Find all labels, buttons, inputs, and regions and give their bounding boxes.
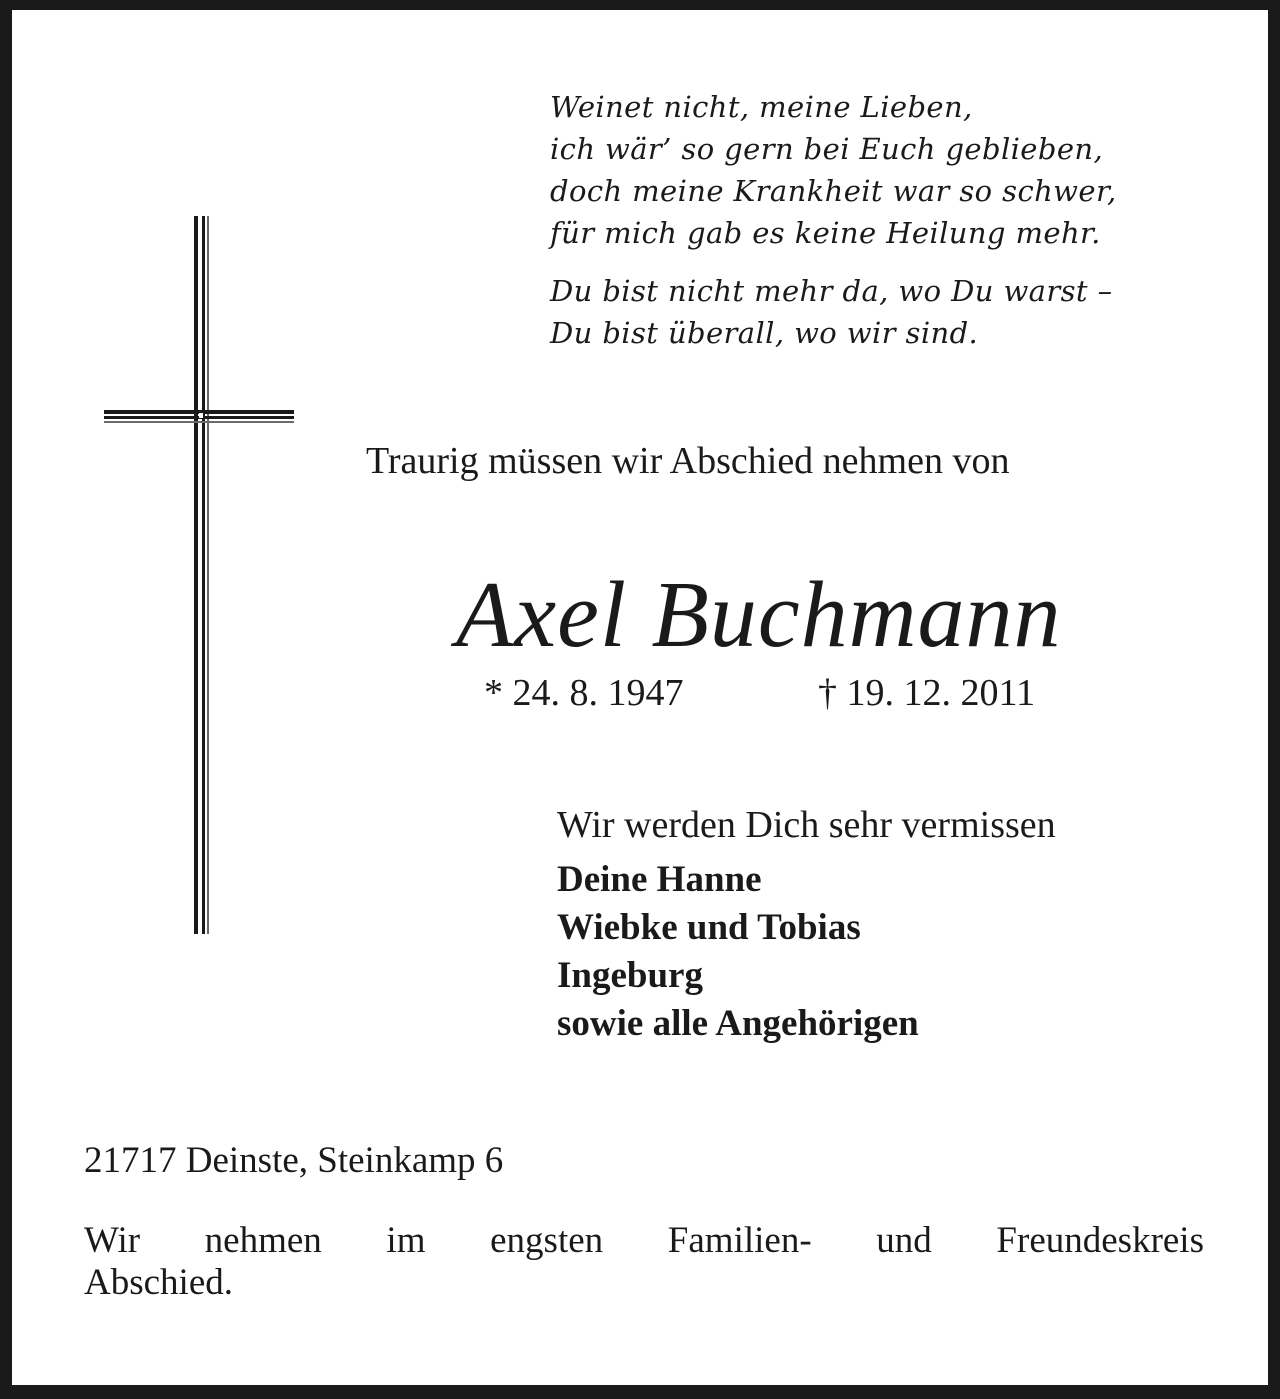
poem-line: doch meine Krankheit war so schwer,	[550, 174, 1117, 208]
poem-line: Du bist überall, wo wir sind.	[550, 316, 979, 350]
poem-stanza-1	[550, 86, 1240, 254]
funeral-note-line: Wir nehmen im engsten Familien- und Freundeskreis	[84, 1220, 1204, 1261]
poem-line: für mich gab es keine Heilung mehr.	[550, 216, 1101, 250]
family-member: Wiebke und Tobias	[557, 907, 861, 948]
family-member: Deine Hanne	[557, 859, 762, 900]
poem-stanza-2	[550, 270, 1240, 354]
poem-line: ich wär’ so gern bei Euch geblieben,	[550, 132, 1104, 166]
funeral-note	[84, 1220, 1204, 1304]
family-list	[557, 856, 919, 1048]
poem-line: Weinet nicht, meine Lieben,	[550, 90, 973, 124]
poem-line: Du bist nicht mehr da, wo Du warst –	[550, 274, 1113, 308]
cross-icon	[100, 214, 300, 938]
closing-text: Wir werden Dich sehr vermissen	[557, 804, 1056, 846]
funeral-note-line: Abschied.	[84, 1262, 233, 1303]
family-member: Ingeburg	[557, 955, 703, 996]
family-member: sowie alle Angehörigen	[557, 1003, 919, 1044]
poem	[550, 86, 1240, 370]
deceased-name: Axel Buchmann	[456, 563, 1062, 667]
intro-text: Traurig müssen wir Abschied nehmen von	[366, 440, 1010, 482]
address: 21717 Deinste, Steinkamp 6	[84, 1140, 504, 1181]
birth-date: * 24. 8. 1947	[484, 672, 684, 714]
death-date: † 19. 12. 2011	[818, 672, 1036, 714]
